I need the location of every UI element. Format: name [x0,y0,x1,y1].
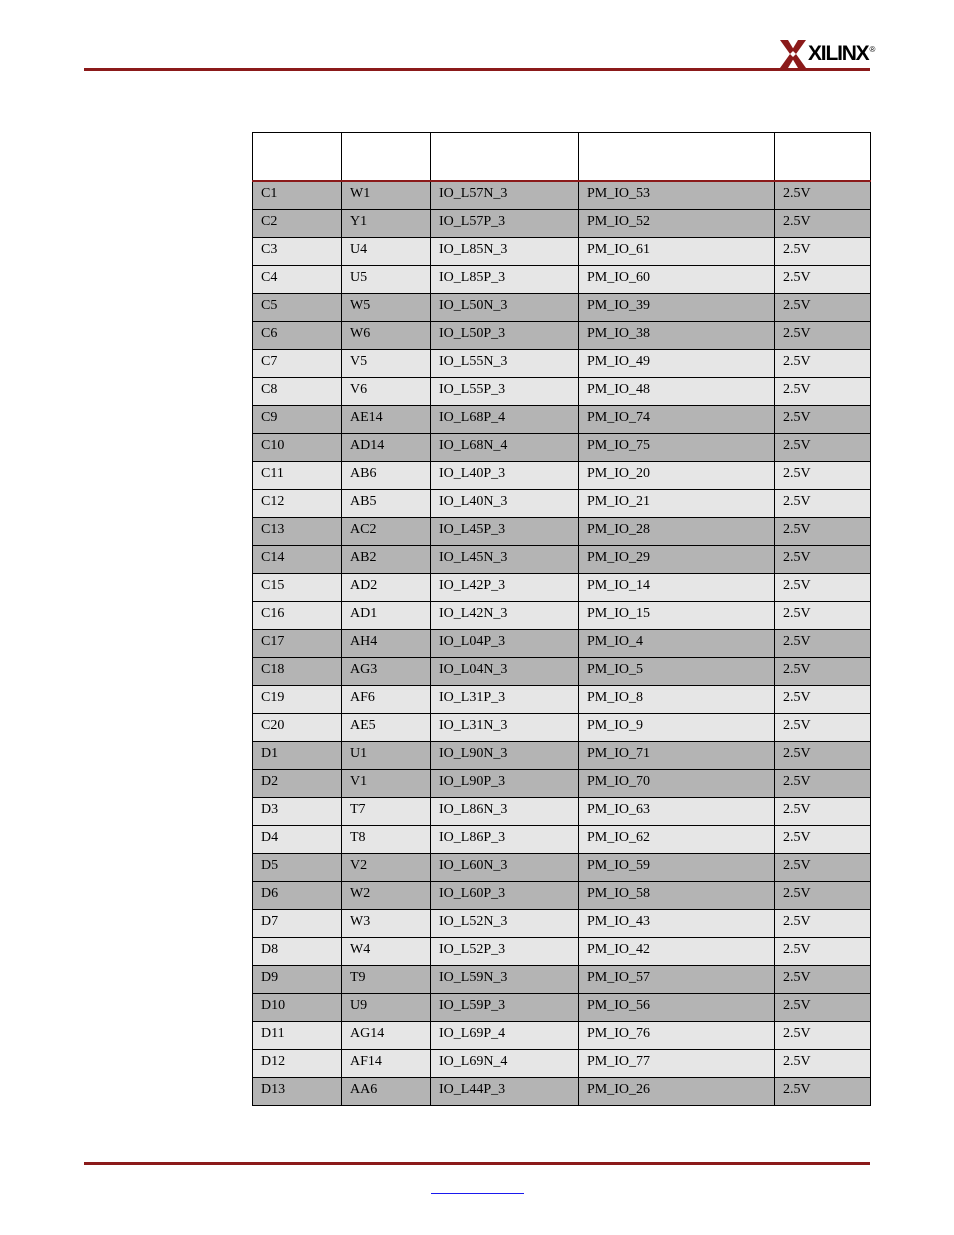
table-row [253,462,871,490]
table-row [253,490,871,518]
cell-voltage: 2.5V [775,770,871,798]
cell-signal-name: PM_IO_60 [579,266,775,294]
cell-voltage: 2.5V [775,574,871,602]
cell-io-name: IO_L85P_3 [431,266,579,294]
cell-signal-name: PM_IO_63 [579,798,775,826]
cell-signal-name: PM_IO_42 [579,938,775,966]
cell-fpga-pin: AD14 [342,434,431,462]
table-row [253,686,871,714]
table-row [253,602,871,630]
cell-voltage: 2.5V [775,181,871,210]
table-row [253,350,871,378]
cell-fpga-pin: AB2 [342,546,431,574]
cell-signal-name: PM_IO_39 [579,294,775,322]
cell-signal-name: PM_IO_9 [579,714,775,742]
cell-voltage: 2.5V [775,406,871,434]
cell-signal-name: PM_IO_75 [579,434,775,462]
table-row [253,518,871,546]
cell-voltage: 2.5V [775,434,871,462]
cell-io-name: IO_L42N_3 [431,602,579,630]
table-row [253,546,871,574]
cell-connector-pin: D6 [253,882,342,910]
cell-connector-pin: C15 [253,574,342,602]
cell-fpga-pin: AD1 [342,602,431,630]
cell-voltage: 2.5V [775,1078,871,1106]
cell-signal-name: PM_IO_26 [579,1078,775,1106]
cell-voltage: 2.5V [775,714,871,742]
cell-connector-pin: D13 [253,1078,342,1106]
cell-io-name: IO_L69P_4 [431,1022,579,1050]
cell-voltage: 2.5V [775,378,871,406]
cell-io-name: IO_L50P_3 [431,322,579,350]
cell-connector-pin: C11 [253,462,342,490]
cell-connector-pin: C17 [253,630,342,658]
cell-voltage: 2.5V [775,966,871,994]
cell-voltage: 2.5V [775,854,871,882]
cell-voltage: 2.5V [775,658,871,686]
cell-connector-pin: C18 [253,658,342,686]
cell-io-name: IO_L60P_3 [431,882,579,910]
cell-signal-name: PM_IO_74 [579,406,775,434]
registered-mark: ® [869,45,876,54]
xilinx-logo [780,40,875,68]
cell-signal-name: PM_IO_20 [579,462,775,490]
cell-signal-name: PM_IO_62 [579,826,775,854]
cell-fpga-pin: AB5 [342,490,431,518]
cell-voltage: 2.5V [775,266,871,294]
cell-signal-name: PM_IO_76 [579,1022,775,1050]
xilinx-logo-icon [780,40,806,68]
cell-fpga-pin: W5 [342,294,431,322]
cell-connector-pin: D10 [253,994,342,1022]
cell-connector-pin: C3 [253,238,342,266]
cell-voltage: 2.5V [775,350,871,378]
cell-io-name: IO_L42P_3 [431,574,579,602]
cell-fpga-pin: AD2 [342,574,431,602]
cell-signal-name: PM_IO_29 [579,546,775,574]
cell-io-name: IO_L45P_3 [431,518,579,546]
cell-io-name: IO_L68P_4 [431,406,579,434]
table-row [253,1078,871,1106]
cell-voltage: 2.5V [775,1050,871,1078]
cell-connector-pin: C8 [253,378,342,406]
cell-fpga-pin: V2 [342,854,431,882]
cell-signal-name: PM_IO_48 [579,378,775,406]
cell-connector-pin: C19 [253,686,342,714]
cell-voltage: 2.5V [775,322,871,350]
table-row [253,714,871,742]
cell-fpga-pin: W6 [342,322,431,350]
cell-voltage: 2.5V [775,546,871,574]
cell-connector-pin: C1 [253,181,342,210]
table-row [253,994,871,1022]
cell-io-name: IO_L68N_4 [431,434,579,462]
table-row [253,1022,871,1050]
cell-voltage: 2.5V [775,826,871,854]
cell-signal-name: PM_IO_14 [579,574,775,602]
cell-voltage: 2.5V [775,602,871,630]
footer-link[interactable] [431,1188,524,1194]
cell-io-name: IO_L69N_4 [431,1050,579,1078]
cell-io-name: IO_L40N_3 [431,490,579,518]
cell-voltage: 2.5V [775,210,871,238]
cell-connector-pin: D3 [253,798,342,826]
cell-fpga-pin: W3 [342,910,431,938]
cell-fpga-pin: Y1 [342,210,431,238]
cell-io-name: IO_L44P_3 [431,1078,579,1106]
cell-signal-name: PM_IO_43 [579,910,775,938]
table-row [253,826,871,854]
header-rule [84,68,870,71]
cell-connector-pin: C14 [253,546,342,574]
table-row [253,854,871,882]
cell-io-name: IO_L31N_3 [431,714,579,742]
cell-fpga-pin: U1 [342,742,431,770]
cell-connector-pin: D11 [253,1022,342,1050]
cell-io-name: IO_L45N_3 [431,546,579,574]
cell-io-name: IO_L90P_3 [431,770,579,798]
cell-connector-pin: D8 [253,938,342,966]
cell-connector-pin: D9 [253,966,342,994]
column-header [579,133,775,182]
cell-signal-name: PM_IO_61 [579,238,775,266]
cell-io-name: IO_L04N_3 [431,658,579,686]
table-row [253,238,871,266]
cell-fpga-pin: AC2 [342,518,431,546]
cell-connector-pin: C5 [253,294,342,322]
cell-voltage: 2.5V [775,1022,871,1050]
cell-connector-pin: D1 [253,742,342,770]
cell-signal-name: PM_IO_5 [579,658,775,686]
cell-io-name: IO_L52P_3 [431,938,579,966]
cell-voltage: 2.5V [775,294,871,322]
cell-fpga-pin: V6 [342,378,431,406]
cell-io-name: IO_L90N_3 [431,742,579,770]
table-row [253,1050,871,1078]
cell-connector-pin: C4 [253,266,342,294]
cell-fpga-pin: AE14 [342,406,431,434]
table-row [253,630,871,658]
cell-voltage: 2.5V [775,238,871,266]
cell-connector-pin: C2 [253,210,342,238]
cell-connector-pin: C9 [253,406,342,434]
cell-signal-name: PM_IO_58 [579,882,775,910]
pin-table [252,132,871,1106]
cell-signal-name: PM_IO_52 [579,210,775,238]
cell-fpga-pin: V5 [342,350,431,378]
cell-connector-pin: D12 [253,1050,342,1078]
cell-fpga-pin: W2 [342,882,431,910]
cell-fpga-pin: AE5 [342,714,431,742]
column-header [775,133,871,182]
cell-fpga-pin: AF6 [342,686,431,714]
table-row [253,574,871,602]
table-row [253,378,871,406]
cell-fpga-pin: U4 [342,238,431,266]
table-row [253,770,871,798]
cell-signal-name: PM_IO_28 [579,518,775,546]
cell-io-name: IO_L40P_3 [431,462,579,490]
cell-signal-name: PM_IO_8 [579,686,775,714]
cell-io-name: IO_L57P_3 [431,210,579,238]
cell-voltage: 2.5V [775,798,871,826]
cell-connector-pin: C6 [253,322,342,350]
cell-fpga-pin: V1 [342,770,431,798]
cell-fpga-pin: AH4 [342,630,431,658]
cell-connector-pin: C13 [253,518,342,546]
column-header [253,133,342,182]
cell-io-name: IO_L85N_3 [431,238,579,266]
cell-connector-pin: C20 [253,714,342,742]
cell-voltage: 2.5V [775,462,871,490]
footer-rule [84,1162,870,1165]
cell-fpga-pin: W1 [342,181,431,210]
cell-io-name: IO_L55N_3 [431,350,579,378]
table-row [253,434,871,462]
cell-voltage: 2.5V [775,742,871,770]
cell-io-name: IO_L57N_3 [431,181,579,210]
cell-voltage: 2.5V [775,630,871,658]
cell-voltage: 2.5V [775,686,871,714]
cell-fpga-pin: T8 [342,826,431,854]
column-header [431,133,579,182]
table-row [253,322,871,350]
cell-connector-pin: C7 [253,350,342,378]
cell-fpga-pin: AG14 [342,1022,431,1050]
cell-fpga-pin: T9 [342,966,431,994]
cell-io-name: IO_L50N_3 [431,294,579,322]
table-row [253,938,871,966]
cell-io-name: IO_L04P_3 [431,630,579,658]
cell-io-name: IO_L31P_3 [431,686,579,714]
cell-connector-pin: D7 [253,910,342,938]
cell-fpga-pin: AF14 [342,1050,431,1078]
cell-fpga-pin: W4 [342,938,431,966]
cell-signal-name: PM_IO_70 [579,770,775,798]
cell-fpga-pin: AG3 [342,658,431,686]
cell-connector-pin: D2 [253,770,342,798]
cell-connector-pin: C16 [253,602,342,630]
cell-io-name: IO_L60N_3 [431,854,579,882]
cell-io-name: IO_L59P_3 [431,994,579,1022]
table-header-row [253,133,871,182]
cell-fpga-pin: U9 [342,994,431,1022]
cell-fpga-pin: U5 [342,266,431,294]
table-row [253,294,871,322]
cell-fpga-pin: T7 [342,798,431,826]
cell-signal-name: PM_IO_38 [579,322,775,350]
cell-signal-name: PM_IO_57 [579,966,775,994]
table-body [253,181,871,1106]
table-row [253,966,871,994]
cell-voltage: 2.5V [775,938,871,966]
cell-io-name: IO_L52N_3 [431,910,579,938]
cell-signal-name: PM_IO_15 [579,602,775,630]
cell-signal-name: PM_IO_59 [579,854,775,882]
table-row [253,658,871,686]
table-row [253,882,871,910]
table-row [253,210,871,238]
cell-voltage: 2.5V [775,910,871,938]
table-row [253,798,871,826]
cell-io-name: IO_L86P_3 [431,826,579,854]
cell-io-name: IO_L55P_3 [431,378,579,406]
table-row [253,266,871,294]
cell-signal-name: PM_IO_56 [579,994,775,1022]
table-row [253,742,871,770]
table-row [253,406,871,434]
table-row [253,910,871,938]
cell-connector-pin: C12 [253,490,342,518]
cell-connector-pin: C10 [253,434,342,462]
cell-io-name: IO_L86N_3 [431,798,579,826]
cell-signal-name: PM_IO_77 [579,1050,775,1078]
cell-connector-pin: D4 [253,826,342,854]
cell-fpga-pin: AB6 [342,462,431,490]
cell-signal-name: PM_IO_4 [579,630,775,658]
cell-signal-name: PM_IO_21 [579,490,775,518]
cell-io-name: IO_L59N_3 [431,966,579,994]
cell-fpga-pin: AA6 [342,1078,431,1106]
cell-connector-pin: D5 [253,854,342,882]
cell-signal-name: PM_IO_49 [579,350,775,378]
cell-voltage: 2.5V [775,994,871,1022]
table-row [253,181,871,210]
cell-voltage: 2.5V [775,490,871,518]
column-header [342,133,431,182]
logo-wordmark: XILINX [808,42,869,65]
cell-signal-name: PM_IO_53 [579,181,775,210]
cell-signal-name: PM_IO_71 [579,742,775,770]
cell-voltage: 2.5V [775,518,871,546]
cell-voltage: 2.5V [775,882,871,910]
